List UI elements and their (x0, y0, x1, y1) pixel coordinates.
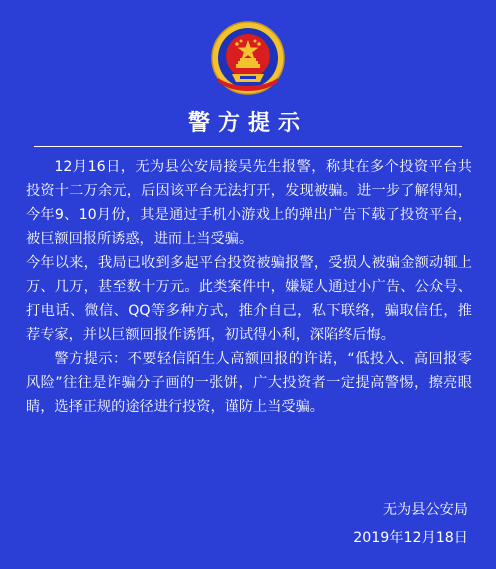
signature-org: 无为县公安局 (382, 502, 468, 518)
paragraph-warning: 警方提示：不要轻信陌生人高额回报的许诺，“低投入、高回报零风险”往往是诈骗分子画的一张饼，广大投资者一定提高警惕，擦亮眼睛，选择正规的途径进行投资，谨防上当受骗。 (26, 351, 472, 415)
police-emblem-icon (210, 20, 286, 96)
paragraph-case: 12月16日，无为县公安局接吴先生报警，称其在多个投资平台共投资十二万余元，后因该平台无法打开，发现被骗。进一步了解得知，今年9、10月份，其是通过手机小游戏上的弹出广告下载了投资平台，被巨额回报所诱惑，进而上当受骗。 (26, 159, 472, 247)
page-title: 警方提示 (187, 111, 308, 136)
title-divider (34, 146, 462, 147)
paragraph-situation: 今年以来，我局已收到多起平台投资被骗报警，受损人被骗金额动辄上万、几万，甚至数十万元。此类案件中，嫌疑人通过小广告、公众号、打电话、微信、QQ等多种方式，推介自己，私下联络，骗取信任，推荐专家，并以巨额回报作诱饵，初试得小利，深陷终后悔。 (26, 255, 472, 343)
notice-body (26, 155, 472, 419)
signature-date: 2019年12月18日 (353, 530, 468, 546)
signature-block (353, 498, 468, 554)
